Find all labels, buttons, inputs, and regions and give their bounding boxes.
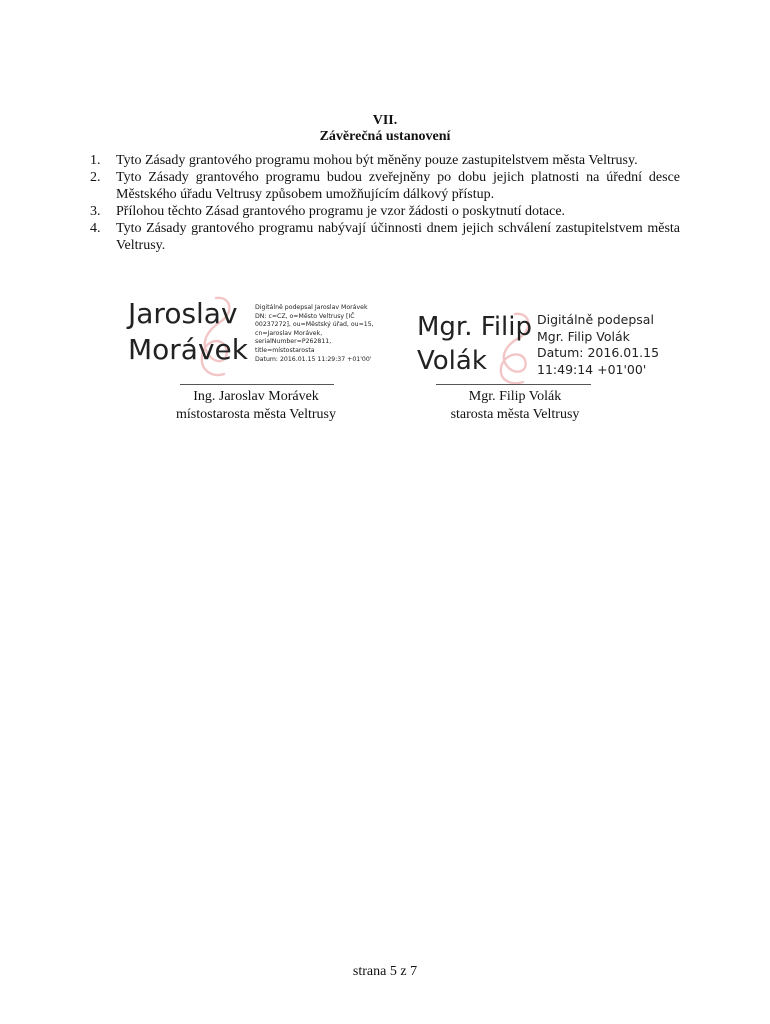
signature-details	[537, 312, 677, 378]
signature-detail-line: 00237272], ou=Městský úřad, ou=15,	[255, 321, 374, 329]
digital-signature-volak	[417, 308, 667, 380]
signer-name-line2: Morávek	[128, 333, 248, 366]
digital-signature-moravek	[128, 296, 388, 376]
list-item-number: 4.	[90, 221, 101, 236]
provisions-list	[90, 152, 680, 254]
signer-name-line2: Volák	[417, 346, 487, 376]
signatory-role: místostarosta města Veltrusy	[176, 407, 336, 422]
signature-detail-line: Digitálně podepsal	[537, 312, 654, 327]
list-item-text: Tyto Zásady grantového programu budou zveřejněny po dobu jejich platnosti na úřední desce Městského úřadu Veltrusy způsobem umožňujícím dálkový přístup.	[116, 170, 680, 202]
signature-line	[436, 384, 591, 385]
signatory-role: starosta města Veltrusy	[450, 407, 580, 422]
signature-detail-line: DN: c=CZ, o=Město Veltrusy [IČ	[255, 312, 355, 320]
signature-detail-line: cn=Jaroslav Morávek,	[255, 329, 323, 337]
signer-name-large	[417, 310, 532, 378]
list-item-text: Tyto Zásady grantového programu nabývají účinnosti dnem jejich schválení zastupitelstvem města Veltrusy.	[116, 221, 680, 253]
signer-name-line1: Mgr. Filip	[417, 312, 533, 342]
signature-caption	[150, 388, 362, 424]
signer-name-line1: Jaroslav	[128, 297, 238, 330]
list-item-number: 2.	[90, 170, 101, 185]
signature-caption	[420, 388, 610, 424]
signer-name-large	[128, 296, 248, 368]
list-item-text: Přílohou těchto Zásad grantového programu je vzor žádosti o poskytnutí dotace.	[116, 204, 566, 219]
signature-detail-line: 11:49:14 +01'00'	[537, 361, 647, 377]
signatory-name: Mgr. Filip Volák	[468, 389, 562, 404]
signature-detail-line: title=místostarosta	[255, 346, 315, 354]
list-item	[90, 203, 680, 220]
signature-detail-line: serialNumber=P262811,	[255, 338, 332, 346]
signature-detail-line: Datum: 2016.01.15 11:29:37 +01'00'	[255, 355, 372, 363]
signature-detail-line: Datum: 2016.01.15	[537, 345, 660, 360]
list-item	[90, 169, 680, 203]
list-item-text: Tyto Zásady grantového programu mohou být měněny pouze zastupitelstvem města Veltrusy.	[116, 153, 638, 168]
list-item-number: 3.	[90, 204, 101, 219]
page-number: strana 5 z 7	[352, 964, 418, 979]
signatory-name: Ing. Jaroslav Morávek	[193, 389, 319, 404]
signature-line	[180, 384, 334, 385]
chapter-title: Závěrečná ustanovení	[319, 129, 451, 144]
signature-detail-line: Mgr. Filip Volák	[537, 328, 630, 344]
list-item	[90, 152, 680, 169]
chapter-number: VII.	[372, 113, 398, 128]
signature-details	[255, 304, 380, 364]
list-item	[90, 220, 680, 254]
list-item-number: 1.	[90, 153, 101, 168]
signature-detail-line: Digitálně podepsal Jaroslav Morávek	[255, 304, 368, 311]
